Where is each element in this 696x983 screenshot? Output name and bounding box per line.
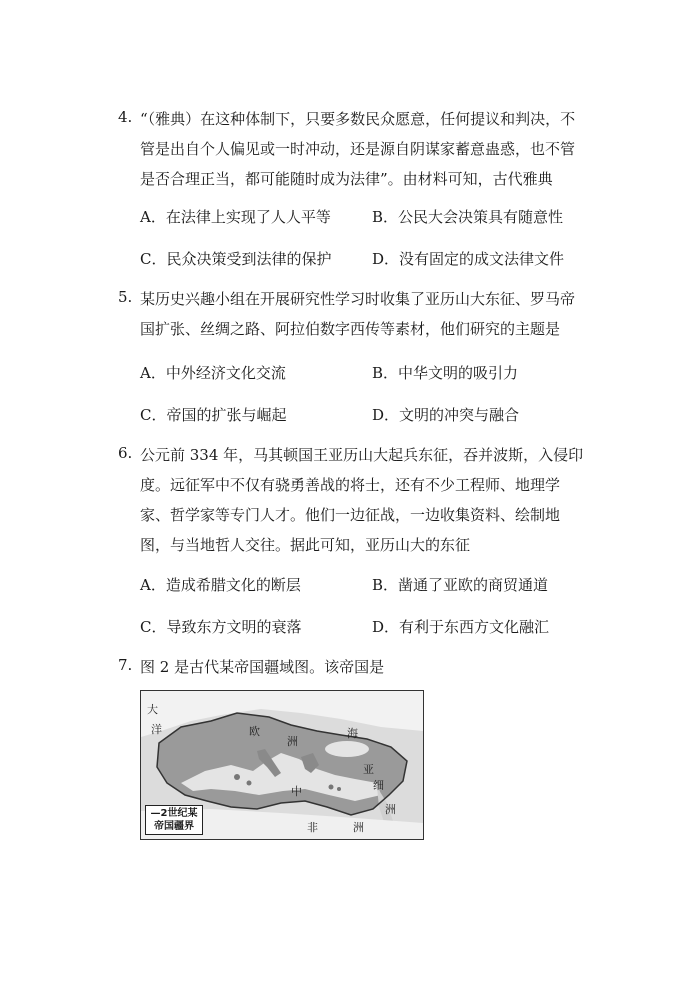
map-label: 欧 bbox=[249, 725, 260, 738]
map-legend-line: —2世纪某 bbox=[150, 808, 198, 819]
question-number: 4. bbox=[118, 108, 133, 126]
question-number: 6. bbox=[118, 444, 133, 462]
option-c[interactable]: C．帝国的扩张与崛起 bbox=[140, 406, 287, 424]
option-b[interactable]: B．公民大会决策具有随意性 bbox=[372, 208, 564, 226]
map-legend bbox=[145, 805, 203, 835]
option-a[interactable]: A．在法律上实现了人人平等 bbox=[140, 208, 331, 226]
map-label: 洲 bbox=[385, 803, 396, 816]
map-label: 细 bbox=[373, 779, 384, 792]
question-stem: “（雅典）在这种体制下，只要多数民众愿意，任何提议和判决，不管是出自个人偏见或一时冲动，还是源自阴谋家蓄意蛊惑，也不管是否合理正当，都可能随时成为法律”。由材料可知，古代雅典 bbox=[140, 110, 576, 188]
option-d[interactable]: D．有利于东西方文化融汇 bbox=[372, 618, 550, 636]
option-a[interactable]: A．中外经济文化交流 bbox=[140, 364, 286, 382]
question-6-options bbox=[140, 574, 620, 638]
map-label: 亚 bbox=[363, 763, 374, 776]
option-c[interactable]: C．导致东方文明的衰落 bbox=[140, 618, 302, 636]
map-label: 中 bbox=[291, 785, 302, 798]
question-stem: 某历史兴趣小组在开展研究性学习时收集了亚历山大东征、罗马帝国扩张、丝绸之路、阿拉伯数字西传等素材，他们研究的主题是 bbox=[140, 290, 576, 338]
option-c[interactable]: C．民众决策受到法律的保护 bbox=[140, 250, 332, 268]
option-d[interactable]: D．文明的冲突与融合 bbox=[372, 406, 520, 424]
question-6 bbox=[118, 440, 588, 560]
option-b[interactable]: B．中华文明的吸引力 bbox=[372, 364, 519, 382]
question-number: 5. bbox=[118, 288, 133, 306]
map-label: 海 bbox=[347, 727, 358, 740]
question-stem: 图 2 是古代某帝国疆域图。该帝国是 bbox=[140, 658, 385, 676]
question-7 bbox=[118, 652, 588, 682]
question-5 bbox=[118, 284, 588, 344]
question-number: 7. bbox=[118, 656, 133, 674]
option-b[interactable]: B．凿通了亚欧的商贸通道 bbox=[372, 576, 549, 594]
empire-map bbox=[140, 690, 424, 840]
option-d[interactable]: D．没有固定的成文法律文件 bbox=[372, 250, 565, 268]
map-label: 洋 bbox=[151, 723, 162, 736]
map-label: 洲 bbox=[353, 821, 364, 834]
question-4 bbox=[118, 104, 588, 194]
option-a[interactable]: A．造成希腊文化的断层 bbox=[140, 576, 301, 594]
map-legend-line: 帝国疆界 bbox=[154, 821, 194, 832]
question-5-options bbox=[140, 362, 620, 426]
map-label: 洲 bbox=[287, 735, 298, 748]
question-4-options bbox=[140, 206, 620, 270]
map-label: 非 bbox=[307, 821, 318, 834]
question-stem: 公元前 334 年，马其顿国王亚历山大起兵东征，吞并波斯，入侵印度。远征军中不仅有骁勇善战的将士，还有不少工程师、地理学家、哲学家等专门人才。他们一边征战，一边收集资料、绘制地图，与当地哲人交往。据此可知，亚历山大的东征 bbox=[140, 446, 584, 554]
map-label: 大 bbox=[147, 703, 158, 716]
